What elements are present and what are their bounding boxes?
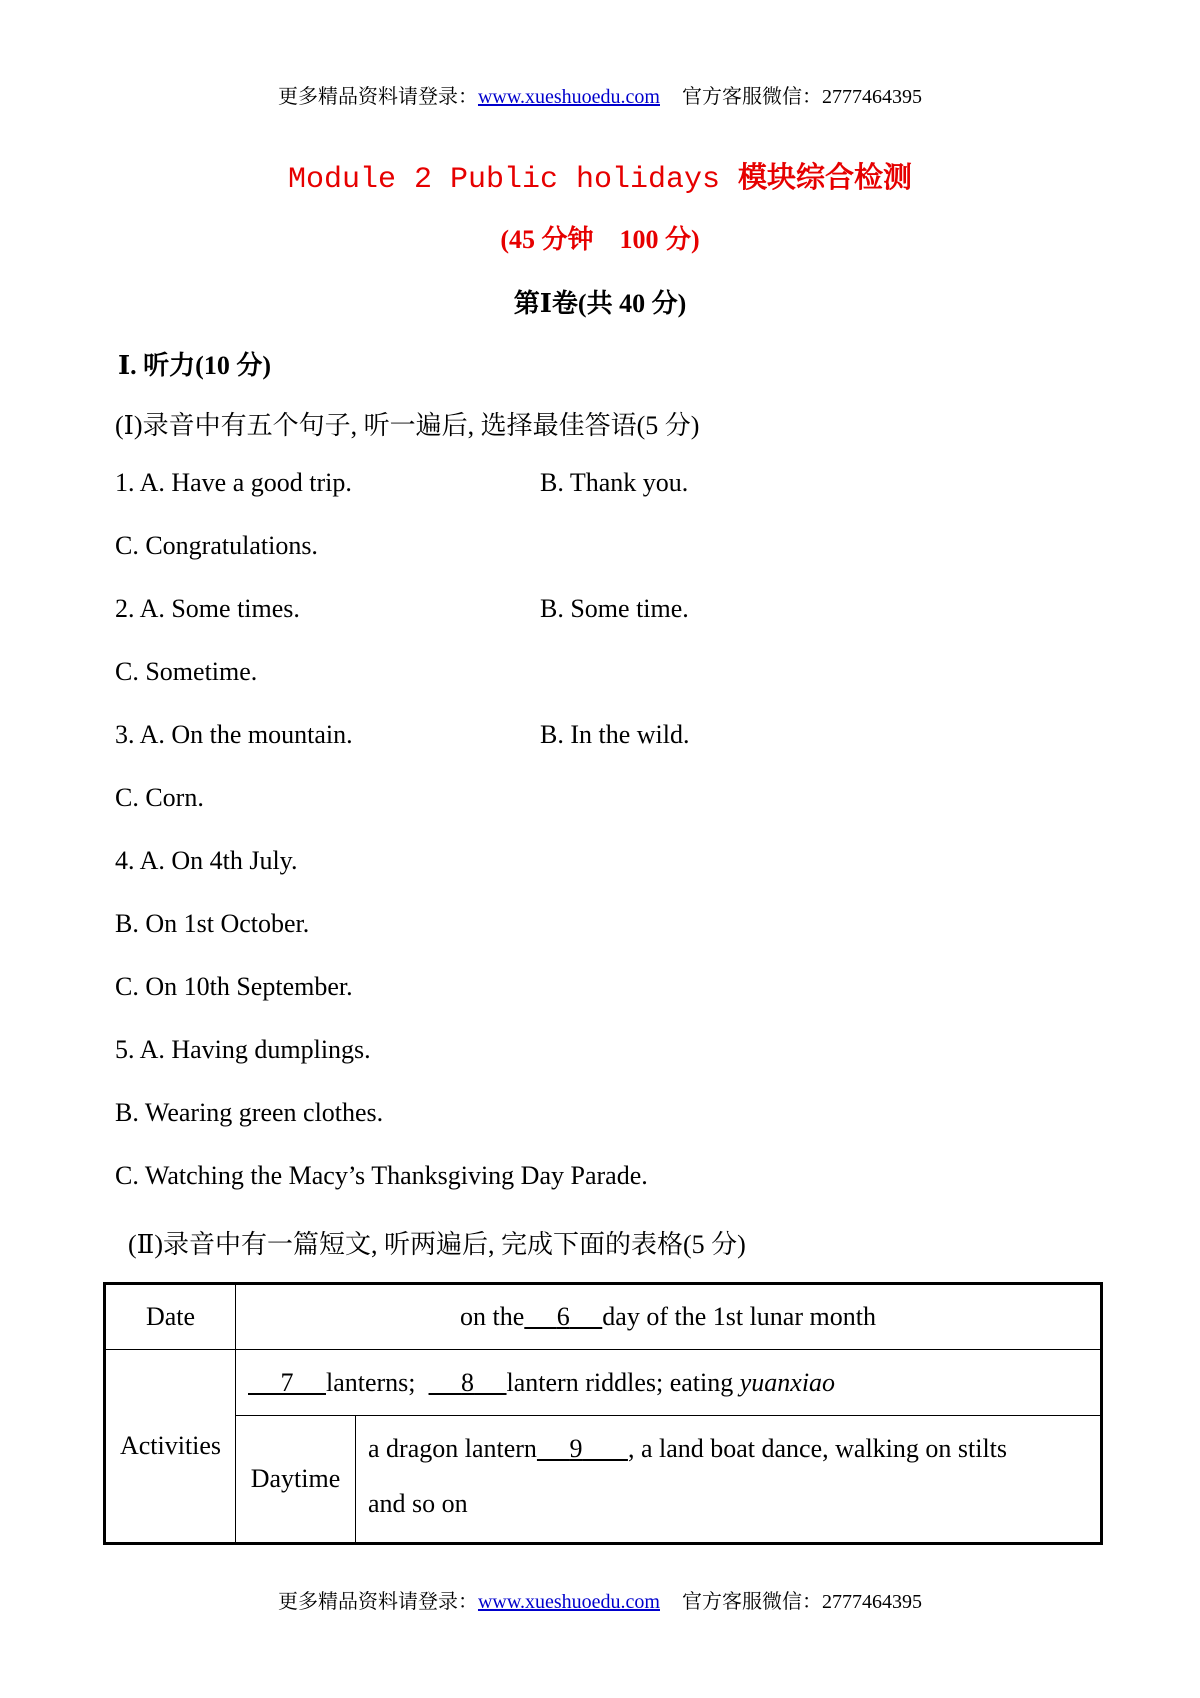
q2-b: B. Some time. — [540, 594, 689, 623]
blank-9: 9 — [569, 1434, 583, 1463]
q5-b: B. Wearing green clothes. — [115, 1098, 384, 1127]
q3-c: C. Corn. — [115, 783, 204, 812]
header-link[interactable]: www.xueshuoedu.com — [477, 86, 660, 108]
part-heading: 第Ⅰ卷(共 40 分) — [513, 289, 687, 318]
blank-7: 7 — [280, 1367, 294, 1397]
day-line2: and so on — [368, 1489, 468, 1518]
blank-6: 6 — [556, 1302, 570, 1331]
page-title — [0, 155, 1200, 197]
q1-a: 1. A. Have a good trip. — [115, 468, 352, 497]
header-label: 更多精品资料请登录： — [277, 86, 478, 108]
footer-link[interactable]: www.xueshuoedu.com — [477, 1591, 660, 1613]
title-cn: 模块综合检测 — [738, 160, 913, 194]
q1-b: B. Thank you. — [540, 468, 689, 497]
day-pre: a dragon lantern — [368, 1434, 537, 1463]
q4-b: B. On 1st October. — [115, 909, 310, 938]
daytime-cell — [356, 1416, 1102, 1544]
q3-a: 3. A. On the mountain. — [115, 720, 353, 749]
page-footer — [0, 1585, 1200, 1614]
header-service: 官方客服微信：2777464395 — [682, 86, 922, 108]
q4-a: 4. A. On 4th July. — [115, 846, 298, 875]
footer-service: 官方客服微信：2777464395 — [682, 1591, 922, 1613]
q4-c: C. On 10th September. — [115, 972, 353, 1001]
date-label: Date — [105, 1284, 236, 1350]
day-post: , a land boat dance, walking on stilts — [627, 1434, 1008, 1463]
act-text-2: lantern riddles; eating — [506, 1367, 734, 1397]
daytime-label: Daytime — [236, 1416, 356, 1544]
date-post: day of the 1st lunar month — [602, 1302, 876, 1331]
activities-label: Activities — [105, 1350, 236, 1544]
q2-a: 2. A. Some times. — [115, 594, 300, 623]
page-header — [0, 80, 1200, 109]
q3-b: B. In the wild. — [540, 720, 690, 749]
activity-table — [103, 1282, 1103, 1545]
act-italic: yuanxiao — [739, 1367, 836, 1397]
date-cell — [236, 1284, 1102, 1350]
date-pre: on the — [460, 1302, 525, 1331]
q5-a: 5. A. Having dumplings. — [115, 1035, 371, 1064]
title-en: Module 2 Public holidays — [287, 163, 721, 197]
subtitle: (45 分钟 100 分) — [500, 225, 700, 254]
q2-c: C. Sometime. — [115, 657, 258, 686]
q1-c: C. Congratulations. — [115, 531, 318, 560]
sub-instruction-1: (Ⅰ)录音中有五个句子, 听一遍后, 选择最佳答语(5 分) — [115, 411, 700, 440]
blank-8: 8 — [461, 1367, 475, 1397]
sub-instruction-2: (Ⅱ)录音中有一篇短文, 听两遍后, 完成下面的表格(5 分) — [128, 1230, 746, 1259]
section-heading: Ⅰ. 听力(10 分) — [118, 351, 271, 380]
q5-c: C. Watching the Macy’s Thanksgiving Day Parade. — [115, 1161, 648, 1190]
footer-label: 更多精品资料请登录： — [277, 1591, 478, 1613]
act-text-1: lanterns; — [326, 1367, 416, 1397]
activities-cell — [236, 1350, 1102, 1416]
